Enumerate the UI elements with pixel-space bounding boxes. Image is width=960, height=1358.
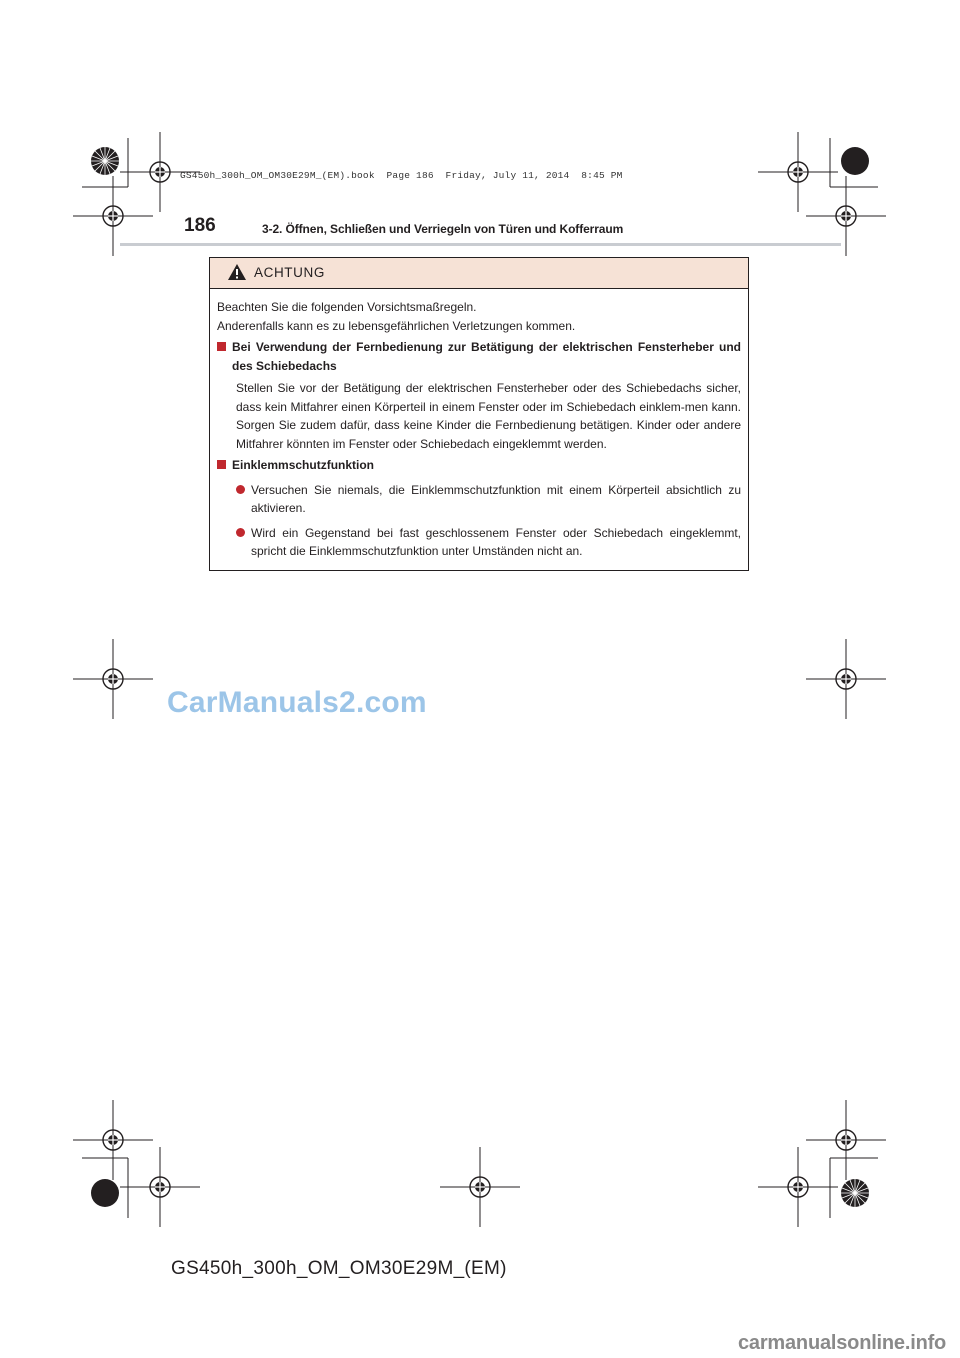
footer-site-watermark: carmanualsonline.info [738,1332,947,1354]
section-title: 3-2. Öffnen, Schließen und Verriegeln von Türen und Kofferraum [262,222,624,236]
list-item [217,524,741,561]
section-heading-text: Bei Verwendung der Fernbedienung zur Betätigung der elektrischen Fensterheber und des Schiebedachs [232,340,741,373]
red-dot-bullet-icon [236,485,245,494]
list-item [217,481,741,518]
caution-box [209,257,749,571]
intro-line-2: Anderenfalls kann es zu lebensgefährlichen Verletzungen kommen. [217,318,576,333]
caution-body [210,289,748,561]
warning-triangle-icon [227,263,247,281]
red-square-bullet-icon [217,460,226,469]
watermark-carmanuals: CarManuals2.com [167,686,427,719]
print-stamp: GS450h_300h_OM_OM30E29M_(EM).book Page 186 Friday, July 11, 2014 8:45 PM [180,170,623,181]
section-heading-remote [217,338,741,375]
page-number: 186 [184,215,216,236]
header-rule [120,243,841,246]
section-paragraph: Stellen Sie vor der Betätigung der elektrischen Fensterheber oder des Schiebedachs sicher, dass kein Mitfahrer einen Körperteil in einem Fenster oder im Schiebedach einklem-men kann. Sorgen Sie zudem dafür, dass keine Kinder die Fernbedienung betätigen. Kinder oder andere Mitfahrer könnten im Fenster oder Schiebedach eingeklemmt werden. [236,381,741,451]
list-item-text: Wird ein Gegenstand bei fast geschlossenem Fenster oder Schiebedach eingeklemmt, spricht die Einklemmschutzfunktion unter Umständen nicht an. [251,525,741,558]
caution-title: ACHTUNG [254,265,325,280]
intro-line-1: Beachten Sie die folgenden Vorsichtsmaßregeln. [217,300,477,314]
list-item-text: Versuchen Sie niemals, die Einklemmschutzfunktion mit einem Körperteil absichtlich zu aktivieren. [251,482,741,515]
red-square-bullet-icon [217,342,226,351]
footer-document-code: GS450h_300h_OM_OM30E29M_(EM) [171,1258,507,1279]
red-dot-bullet-icon [236,528,245,537]
caution-header [210,258,748,289]
section-heading-text: Einklemmschutzfunktion [232,458,375,472]
section-heading-jam-protection [217,456,741,475]
